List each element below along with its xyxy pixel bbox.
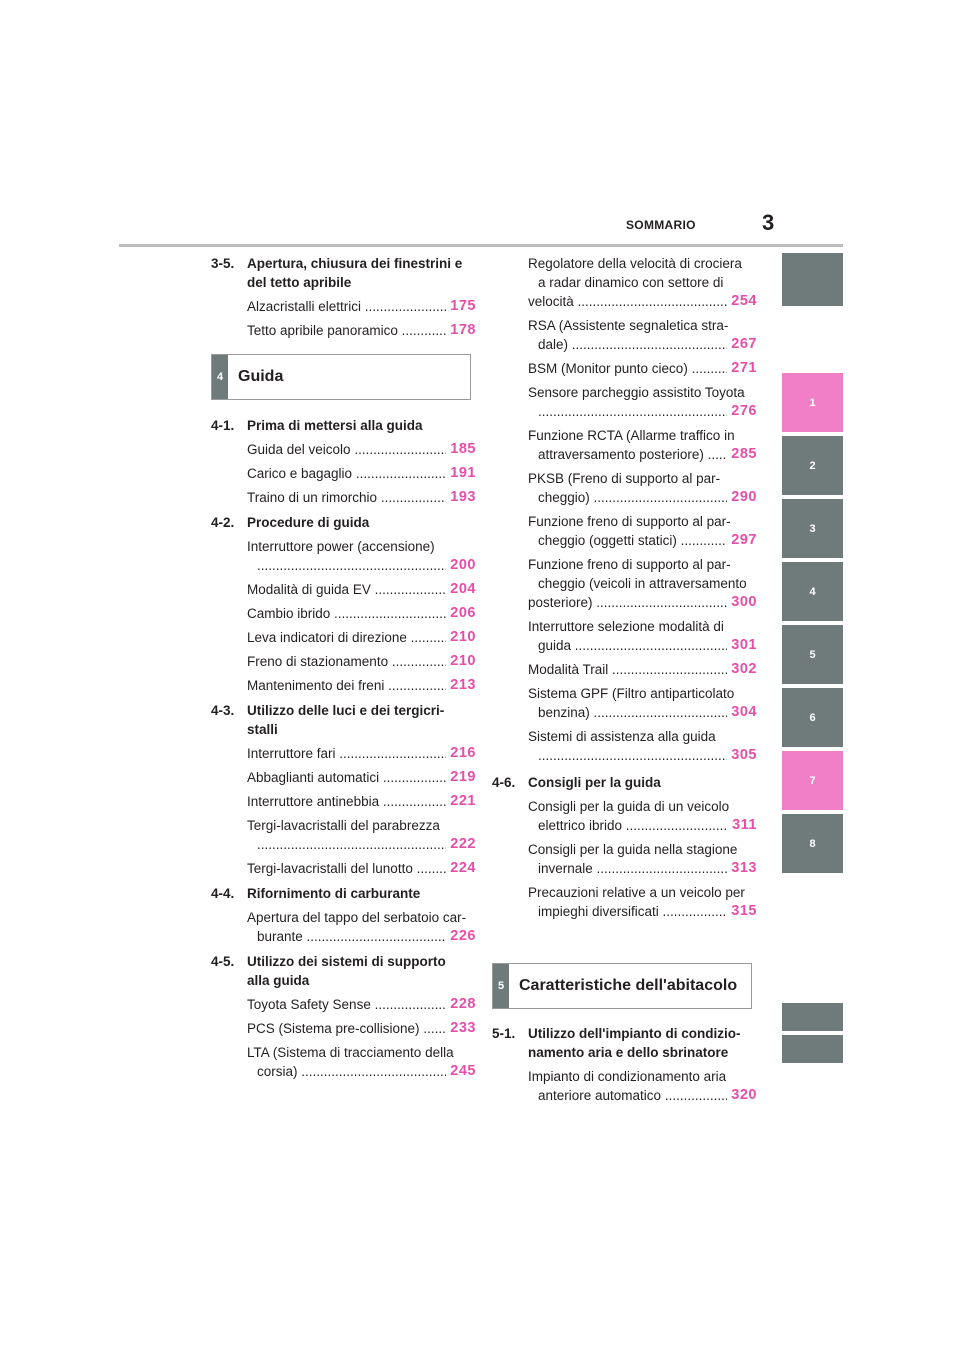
toc-right-column-2: [492, 1018, 757, 1105]
toc-left-column-2: [211, 410, 476, 1081]
toc-item[interactable]: Abbaglianti automatici ..... 219: [247, 768, 476, 787]
toc-item[interactable]: Consigli per la guida di un veicolo elettrico ibrido ..... 311: [528, 797, 757, 835]
chapter-tab-index-2[interactable]: [782, 1035, 843, 1063]
section-4-4[interactable]: 4-4. Rifornimento di carburante: [211, 886, 421, 901]
toc-item[interactable]: BSM (Monitor punto cieco) ..... 271: [528, 359, 757, 378]
toc-item[interactable]: Precauzioni relative a un veicolo per impieghi diversificati ..... 315: [528, 883, 757, 921]
toc-item[interactable]: Regolatore della velocità di crociera a radar dinamico con settore di velocità ..... 254: [528, 254, 757, 311]
chapter-tab-top[interactable]: [782, 253, 843, 306]
header-title: SOMMARIO: [626, 218, 696, 232]
chapter-tab-8[interactable]: 8: [782, 814, 843, 873]
section-4-2[interactable]: 4-2. Procedure di guida: [211, 515, 370, 530]
toc-item[interactable]: Tergi-lavacristalli del parabrezza ..... 222: [247, 816, 476, 854]
toc-item[interactable]: Funzione freno di supporto al par- cheggio (veicoli in attraversamento posteriore) ..... 300: [528, 555, 757, 612]
toc-item[interactable]: Traino di un rimorchio ..... 193: [247, 488, 476, 507]
toc-item[interactable]: PCS (Sistema pre-collisione) ..... 233: [247, 1019, 476, 1038]
toc-item[interactable]: Alzacristalli elettrici ..... 175: [247, 297, 476, 316]
toc-item[interactable]: Consigli per la guida nella stagione invernale ..... 313: [528, 840, 757, 878]
section-4-5[interactable]: 4-5. Utilizzo dei sistemi di supporto alla guida: [211, 954, 446, 988]
toc-item[interactable]: Sistemi di assistenza alla guida ..... 305: [528, 727, 757, 765]
section-3-5[interactable]: 3-5. Apertura, chiusura dei finestrini e del tetto apribile: [211, 256, 463, 290]
toc-item[interactable]: Tergi-lavacristalli del lunotto ..... 224: [247, 859, 476, 878]
section-4-6[interactable]: 4-6. Consigli per la guida: [492, 775, 661, 790]
toc-item[interactable]: Sensore parcheggio assistito Toyota ..... 276: [528, 383, 757, 421]
toc-item[interactable]: Impianto di condizionamento aria anteriore automatico ..... 320: [528, 1067, 757, 1105]
toc-item[interactable]: Funzione RCTA (Allarme traffico in attraversamento posteriore) ..... 285: [528, 426, 757, 464]
toc-item[interactable]: Interruttore antinebbia ..... 221: [247, 792, 476, 811]
toc-item[interactable]: Modalità di guida EV ..... 204: [247, 580, 476, 599]
toc-item[interactable]: Apertura del tappo del serbatoio car- burante ..... 226: [247, 908, 476, 946]
toc-item[interactable]: Sistema GPF (Filtro antiparticolato benzina) ..... 304: [528, 684, 757, 722]
toc-item[interactable]: Funzione freno di supporto al par- cheggio (oggetti statici) ..... 297: [528, 512, 757, 550]
toc-item[interactable]: Interruttore fari ..... 216: [247, 744, 476, 763]
toc-item[interactable]: Carico e bagaglio ..... 191: [247, 464, 476, 483]
toc-item[interactable]: Tetto apribile panoramico ..... 178: [247, 321, 476, 340]
toc-item[interactable]: Toyota Safety Sense ..... 228: [247, 995, 476, 1014]
chapter-tab-3[interactable]: 3: [782, 499, 843, 558]
toc-right-column: [492, 248, 757, 921]
toc-item[interactable]: Mantenimento dei freni ..... 213: [247, 676, 476, 695]
toc-item[interactable]: Interruttore selezione modalità di guida ..... 301: [528, 617, 757, 655]
page-number: 3: [762, 210, 775, 235]
chapter-tab-4[interactable]: 4: [782, 562, 843, 621]
chapter-tab-5[interactable]: 5: [782, 625, 843, 684]
chapter-tab-7[interactable]: 7: [782, 751, 843, 810]
section-4-1[interactable]: 4-1. Prima di mettersi alla guida: [211, 418, 423, 433]
header-divider: [119, 244, 843, 247]
toc-item[interactable]: LTA (Sistema di tracciamento della corsia) ..... 245: [247, 1043, 476, 1081]
toc-left-column: [211, 248, 476, 340]
chapter-tab-2[interactable]: 2: [782, 436, 843, 495]
chapter-tab-1[interactable]: 1: [782, 373, 843, 432]
toc-item[interactable]: RSA (Assistente segnaletica stra- dale) ..... 267: [528, 316, 757, 354]
toc-item[interactable]: Freno di stazionamento ..... 210: [247, 652, 476, 671]
toc-item[interactable]: Interruttore power (accensione) ..... 200: [247, 537, 476, 575]
toc-item[interactable]: Guida del veicolo ..... 185: [247, 440, 476, 459]
toc-item[interactable]: PKSB (Freno di supporto al par- cheggio) ..... 290: [528, 469, 757, 507]
toc-item[interactable]: Cambio ibrido ..... 206: [247, 604, 476, 623]
toc-item[interactable]: Leva indicatori di direzione ..... 210: [247, 628, 476, 647]
chapter-tab-6[interactable]: 6: [782, 688, 843, 747]
chapter-5-heading[interactable]: 5 Caratteristiche dell'abitacolo: [492, 963, 752, 1009]
toc-item[interactable]: Modalità Trail ..... 302: [528, 660, 757, 679]
chapter-tab-index[interactable]: [782, 1003, 843, 1031]
chapter-4-heading[interactable]: 4 Guida: [211, 354, 471, 400]
section-5-1[interactable]: 5-1. Utilizzo dell'impianto di condizio- namento aria e dello sbrinatore: [492, 1026, 741, 1060]
section-4-3[interactable]: 4-3. Utilizzo delle luci e dei tergicri- stalli: [211, 703, 445, 737]
